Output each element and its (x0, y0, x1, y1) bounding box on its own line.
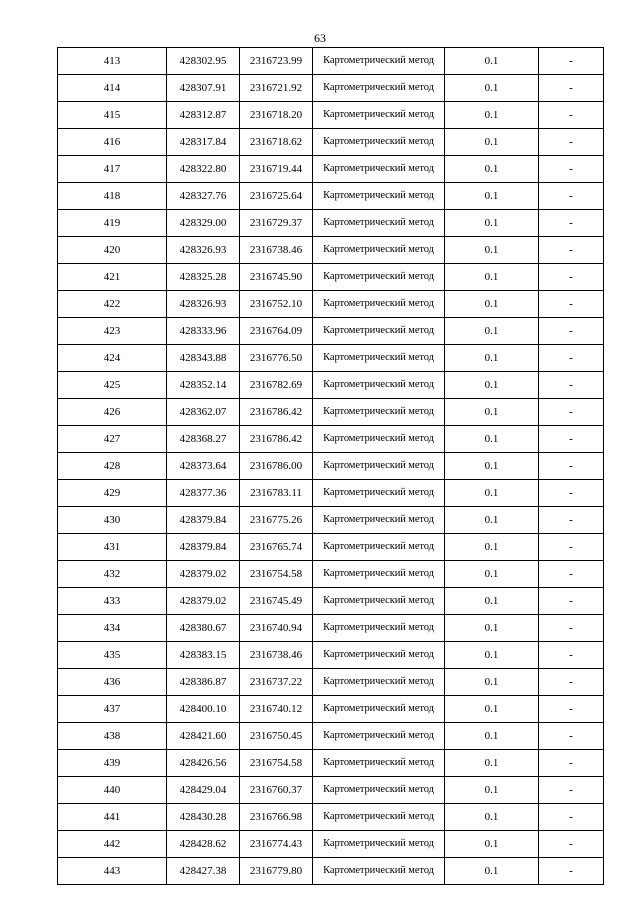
method-cell: Картометрический метод (313, 858, 445, 885)
table-row (58, 102, 604, 129)
coordinates-table (57, 47, 604, 885)
table-row (58, 237, 604, 264)
x-coordinate-cell: 428428.62 (167, 831, 240, 858)
y-coordinate-cell: 2316786.42 (240, 399, 313, 426)
table-row (58, 129, 604, 156)
y-coordinate-cell: 2316718.20 (240, 102, 313, 129)
note-cell: - (539, 75, 604, 102)
point-number-cell: 430 (58, 507, 167, 534)
x-coordinate-cell: 428421.60 (167, 723, 240, 750)
accuracy-cell: 0.1 (445, 858, 539, 885)
x-coordinate-cell: 428333.96 (167, 318, 240, 345)
point-number-cell: 433 (58, 588, 167, 615)
point-number-cell: 436 (58, 669, 167, 696)
x-coordinate-cell: 428379.02 (167, 588, 240, 615)
accuracy-cell: 0.1 (445, 318, 539, 345)
note-cell: - (539, 399, 604, 426)
y-coordinate-cell: 2316738.46 (240, 237, 313, 264)
x-coordinate-cell: 428379.84 (167, 534, 240, 561)
method-cell: Картометрический метод (313, 426, 445, 453)
y-coordinate-cell: 2316752.10 (240, 291, 313, 318)
point-number-cell: 426 (58, 399, 167, 426)
method-cell: Картометрический метод (313, 453, 445, 480)
accuracy-cell: 0.1 (445, 723, 539, 750)
method-cell: Картометрический метод (313, 804, 445, 831)
accuracy-cell: 0.1 (445, 129, 539, 156)
point-number-cell: 424 (58, 345, 167, 372)
accuracy-cell: 0.1 (445, 48, 539, 75)
y-coordinate-cell: 2316725.64 (240, 183, 313, 210)
table-row (58, 696, 604, 723)
x-coordinate-cell: 428352.14 (167, 372, 240, 399)
table-row (58, 264, 604, 291)
method-cell: Картометрический метод (313, 642, 445, 669)
y-coordinate-cell: 2316765.74 (240, 534, 313, 561)
method-cell: Картометрический метод (313, 264, 445, 291)
note-cell: - (539, 696, 604, 723)
x-coordinate-cell: 428322.80 (167, 156, 240, 183)
table-row (58, 642, 604, 669)
note-cell: - (539, 588, 604, 615)
table-row (58, 399, 604, 426)
point-number-cell: 416 (58, 129, 167, 156)
point-number-cell: 425 (58, 372, 167, 399)
accuracy-cell: 0.1 (445, 507, 539, 534)
note-cell: - (539, 318, 604, 345)
note-cell: - (539, 858, 604, 885)
x-coordinate-cell: 428329.00 (167, 210, 240, 237)
accuracy-cell: 0.1 (445, 777, 539, 804)
y-coordinate-cell: 2316774.43 (240, 831, 313, 858)
accuracy-cell: 0.1 (445, 804, 539, 831)
point-number-cell: 417 (58, 156, 167, 183)
note-cell: - (539, 804, 604, 831)
y-coordinate-cell: 2316738.46 (240, 642, 313, 669)
y-coordinate-cell: 2316750.45 (240, 723, 313, 750)
accuracy-cell: 0.1 (445, 480, 539, 507)
point-number-cell: 435 (58, 642, 167, 669)
table-row (58, 723, 604, 750)
table-row (58, 48, 604, 75)
method-cell: Картометрический метод (313, 669, 445, 696)
x-coordinate-cell: 428427.38 (167, 858, 240, 885)
method-cell: Картометрический метод (313, 75, 445, 102)
note-cell: - (539, 372, 604, 399)
table-row (58, 210, 604, 237)
table-row (58, 291, 604, 318)
y-coordinate-cell: 2316786.00 (240, 453, 313, 480)
method-cell: Картометрический метод (313, 291, 445, 318)
method-cell: Картометрический метод (313, 588, 445, 615)
table-row (58, 669, 604, 696)
accuracy-cell: 0.1 (445, 75, 539, 102)
table-row (58, 750, 604, 777)
note-cell: - (539, 291, 604, 318)
accuracy-cell: 0.1 (445, 156, 539, 183)
accuracy-cell: 0.1 (445, 399, 539, 426)
point-number-cell: 422 (58, 291, 167, 318)
note-cell: - (539, 831, 604, 858)
method-cell: Картометрический метод (313, 210, 445, 237)
y-coordinate-cell: 2316745.49 (240, 588, 313, 615)
point-number-cell: 442 (58, 831, 167, 858)
accuracy-cell: 0.1 (445, 642, 539, 669)
x-coordinate-cell: 428386.87 (167, 669, 240, 696)
x-coordinate-cell: 428312.87 (167, 102, 240, 129)
method-cell: Картометрический метод (313, 723, 445, 750)
x-coordinate-cell: 428325.28 (167, 264, 240, 291)
accuracy-cell: 0.1 (445, 588, 539, 615)
accuracy-cell: 0.1 (445, 210, 539, 237)
note-cell: - (539, 345, 604, 372)
note-cell: - (539, 156, 604, 183)
point-number-cell: 415 (58, 102, 167, 129)
table-row (58, 75, 604, 102)
point-number-cell: 423 (58, 318, 167, 345)
x-coordinate-cell: 428302.95 (167, 48, 240, 75)
point-number-cell: 428 (58, 453, 167, 480)
method-cell: Картометрический метод (313, 480, 445, 507)
table-row (58, 156, 604, 183)
point-number-cell: 429 (58, 480, 167, 507)
method-cell: Картометрический метод (313, 615, 445, 642)
method-cell: Картометрический метод (313, 507, 445, 534)
table-row (58, 804, 604, 831)
method-cell: Картометрический метод (313, 399, 445, 426)
x-coordinate-cell: 428380.67 (167, 615, 240, 642)
y-coordinate-cell: 2316754.58 (240, 750, 313, 777)
x-coordinate-cell: 428368.27 (167, 426, 240, 453)
note-cell: - (539, 453, 604, 480)
method-cell: Картометрический метод (313, 750, 445, 777)
accuracy-cell: 0.1 (445, 750, 539, 777)
accuracy-cell: 0.1 (445, 534, 539, 561)
y-coordinate-cell: 2316723.99 (240, 48, 313, 75)
note-cell: - (539, 426, 604, 453)
x-coordinate-cell: 428317.84 (167, 129, 240, 156)
method-cell: Картометрический метод (313, 156, 445, 183)
point-number-cell: 441 (58, 804, 167, 831)
method-cell: Картометрический метод (313, 372, 445, 399)
x-coordinate-cell: 428307.91 (167, 75, 240, 102)
accuracy-cell: 0.1 (445, 615, 539, 642)
y-coordinate-cell: 2316775.26 (240, 507, 313, 534)
method-cell: Картометрический метод (313, 102, 445, 129)
note-cell: - (539, 129, 604, 156)
y-coordinate-cell: 2316782.69 (240, 372, 313, 399)
point-number-cell: 432 (58, 561, 167, 588)
note-cell: - (539, 183, 604, 210)
x-coordinate-cell: 428429.04 (167, 777, 240, 804)
x-coordinate-cell: 428327.76 (167, 183, 240, 210)
point-number-cell: 419 (58, 210, 167, 237)
method-cell: Картометрический метод (313, 129, 445, 156)
x-coordinate-cell: 428326.93 (167, 237, 240, 264)
note-cell: - (539, 48, 604, 75)
y-coordinate-cell: 2316721.92 (240, 75, 313, 102)
accuracy-cell: 0.1 (445, 183, 539, 210)
accuracy-cell: 0.1 (445, 372, 539, 399)
method-cell: Картометрический метод (313, 237, 445, 264)
note-cell: - (539, 480, 604, 507)
note-cell: - (539, 237, 604, 264)
x-coordinate-cell: 428377.36 (167, 480, 240, 507)
accuracy-cell: 0.1 (445, 453, 539, 480)
method-cell: Картометрический метод (313, 318, 445, 345)
accuracy-cell: 0.1 (445, 237, 539, 264)
y-coordinate-cell: 2316729.37 (240, 210, 313, 237)
method-cell: Картометрический метод (313, 48, 445, 75)
method-cell: Картометрический метод (313, 534, 445, 561)
y-coordinate-cell: 2316718.62 (240, 129, 313, 156)
y-coordinate-cell: 2316779.80 (240, 858, 313, 885)
y-coordinate-cell: 2316740.12 (240, 696, 313, 723)
accuracy-cell: 0.1 (445, 291, 539, 318)
x-coordinate-cell: 428430.28 (167, 804, 240, 831)
point-number-cell: 438 (58, 723, 167, 750)
table-row (58, 858, 604, 885)
point-number-cell: 418 (58, 183, 167, 210)
note-cell: - (539, 534, 604, 561)
coordinates-table-body (58, 48, 604, 885)
note-cell: - (539, 669, 604, 696)
y-coordinate-cell: 2316776.50 (240, 345, 313, 372)
note-cell: - (539, 561, 604, 588)
method-cell: Картометрический метод (313, 831, 445, 858)
y-coordinate-cell: 2316766.98 (240, 804, 313, 831)
x-coordinate-cell: 428326.93 (167, 291, 240, 318)
y-coordinate-cell: 2316754.58 (240, 561, 313, 588)
accuracy-cell: 0.1 (445, 561, 539, 588)
point-number-cell: 427 (58, 426, 167, 453)
accuracy-cell: 0.1 (445, 669, 539, 696)
x-coordinate-cell: 428383.15 (167, 642, 240, 669)
note-cell: - (539, 210, 604, 237)
point-number-cell: 414 (58, 75, 167, 102)
method-cell: Картометрический метод (313, 561, 445, 588)
table-row (58, 372, 604, 399)
method-cell: Картометрический метод (313, 183, 445, 210)
method-cell: Картометрический метод (313, 696, 445, 723)
note-cell: - (539, 102, 604, 129)
x-coordinate-cell: 428343.88 (167, 345, 240, 372)
point-number-cell: 434 (58, 615, 167, 642)
x-coordinate-cell: 428426.56 (167, 750, 240, 777)
y-coordinate-cell: 2316719.44 (240, 156, 313, 183)
x-coordinate-cell: 428373.64 (167, 453, 240, 480)
table-row (58, 588, 604, 615)
table-row (58, 318, 604, 345)
x-coordinate-cell: 428400.10 (167, 696, 240, 723)
table-row (58, 615, 604, 642)
point-number-cell: 443 (58, 858, 167, 885)
note-cell: - (539, 615, 604, 642)
note-cell: - (539, 750, 604, 777)
table-row (58, 507, 604, 534)
point-number-cell: 431 (58, 534, 167, 561)
note-cell: - (539, 723, 604, 750)
y-coordinate-cell: 2316764.09 (240, 318, 313, 345)
accuracy-cell: 0.1 (445, 345, 539, 372)
table-row (58, 480, 604, 507)
note-cell: - (539, 507, 604, 534)
method-cell: Картометрический метод (313, 345, 445, 372)
page-number: 63 (314, 31, 326, 45)
x-coordinate-cell: 428379.84 (167, 507, 240, 534)
note-cell: - (539, 642, 604, 669)
table-row (58, 831, 604, 858)
y-coordinate-cell: 2316760.37 (240, 777, 313, 804)
x-coordinate-cell: 428362.07 (167, 399, 240, 426)
y-coordinate-cell: 2316740.94 (240, 615, 313, 642)
y-coordinate-cell: 2316783.11 (240, 480, 313, 507)
table-row (58, 183, 604, 210)
point-number-cell: 421 (58, 264, 167, 291)
table-row (58, 345, 604, 372)
point-number-cell: 413 (58, 48, 167, 75)
table-row (58, 534, 604, 561)
x-coordinate-cell: 428379.02 (167, 561, 240, 588)
point-number-cell: 440 (58, 777, 167, 804)
y-coordinate-cell: 2316737.22 (240, 669, 313, 696)
accuracy-cell: 0.1 (445, 102, 539, 129)
table-row (58, 777, 604, 804)
table-row (58, 453, 604, 480)
y-coordinate-cell: 2316745.90 (240, 264, 313, 291)
point-number-cell: 420 (58, 237, 167, 264)
point-number-cell: 439 (58, 750, 167, 777)
note-cell: - (539, 264, 604, 291)
method-cell: Картометрический метод (313, 777, 445, 804)
note-cell: - (539, 777, 604, 804)
point-number-cell: 437 (58, 696, 167, 723)
table-row (58, 561, 604, 588)
table-row (58, 426, 604, 453)
accuracy-cell: 0.1 (445, 831, 539, 858)
y-coordinate-cell: 2316786.42 (240, 426, 313, 453)
accuracy-cell: 0.1 (445, 696, 539, 723)
accuracy-cell: 0.1 (445, 264, 539, 291)
accuracy-cell: 0.1 (445, 426, 539, 453)
